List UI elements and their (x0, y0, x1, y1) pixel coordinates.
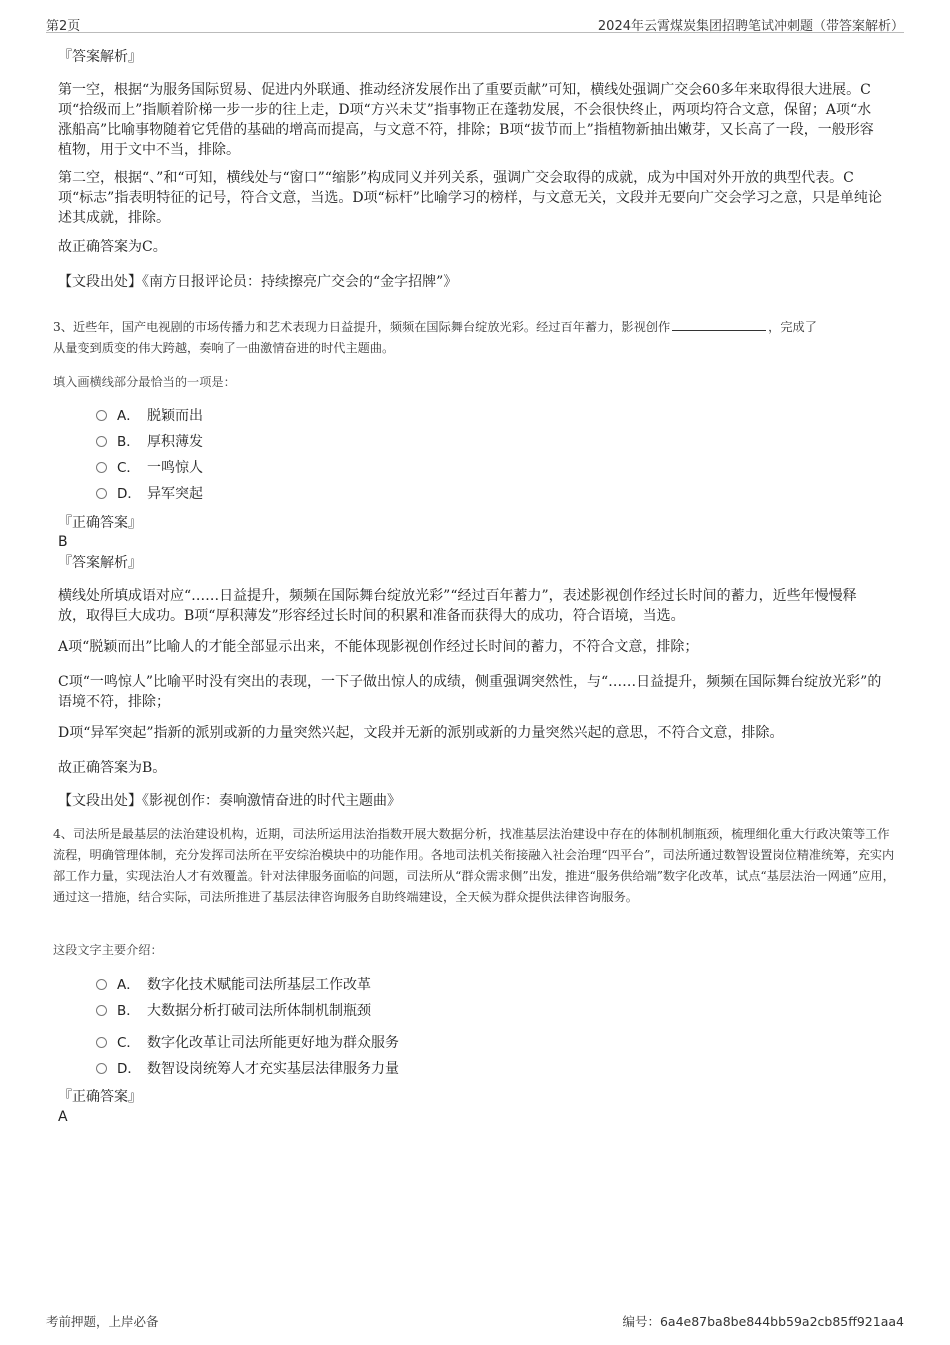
radio-icon[interactable] (96, 462, 107, 473)
radio-icon[interactable] (96, 1037, 107, 1048)
q4-option-c[interactable]: C． 数字化改革让司法所能更好地为群众服务 (96, 1032, 399, 1054)
radio-icon[interactable] (96, 410, 107, 421)
q4-correct-label: 『正确答案』 (58, 1089, 142, 1105)
q4-option-d[interactable]: D． 数智设岗统筹人才充实基层法律服务力量 (96, 1058, 399, 1080)
footer-motto: 考前押题，上岸必备 (46, 1314, 159, 1329)
q4-option-a[interactable]: A． 数字化技术赋能司法所基层工作改革 (96, 974, 371, 996)
q3-analysis-paragraph-1: 横线处所填成语对应“……日益提升，频频在国际舞台绽放光彩”“经过百年蓄力”，表述影视创作经过长时间的蓄力，近些年慢慢释放，取得巨大成功。B项“厚积薄发”形容经过长时间的积累和准备而获得大的成功，符合语境，当选。 (58, 588, 857, 624)
q2-source: 【文段出处】《南方日报评论员：持续擦亮广交会的“金字招牌”》 (58, 274, 458, 290)
radio-icon[interactable] (96, 436, 107, 447)
radio-icon[interactable] (96, 979, 107, 990)
footer-code: 编号：6a4e87ba8be844bb59a2cb85ff921aa4 (622, 1314, 904, 1329)
q3-analysis-paragraph-4: D项“异军突起”指新的派别或新的力量突然兴起，文段并无新的派别或新的力量突然兴起的意思，不符合文意，排除。 (58, 725, 784, 741)
q3-correct-answer: B (58, 534, 68, 550)
q3-option-c[interactable]: C． 一鸣惊人 (96, 457, 203, 479)
q4-correct-answer: A (58, 1109, 68, 1125)
q3-option-b[interactable]: B． 厚积薄发 (96, 431, 203, 453)
q4-option-b[interactable]: B． 大数据分析打破司法所体制机制瓶颈 (96, 1000, 371, 1022)
fill-blank (672, 318, 766, 331)
q2-analysis-paragraph-2: 第二空，根据“、”和“可知，横线处与“窗口”“缩影”构成同义并列关系，强调广交会取得的成就，成为中国对外开放的典型代表。C项“标志”指表明特征的记号，符合文意，当选。D项“标杆”比喻学习的榜样，与文意无关，文段并无要向广交会学习之意，只是单纯论述其成就，排除。 (58, 170, 882, 226)
q3-analysis-label: 『答案解析』 (58, 555, 142, 571)
radio-icon[interactable] (96, 1005, 107, 1016)
q3-analysis-paragraph-3: C项“一鸣惊人”比喻平时没有突出的表现，一下子做出惊人的成绩，侧重强调突然性，与“……日益提升，频频在国际舞台绽放光彩”的语境不符，排除； (58, 674, 882, 710)
q3-prompt: 填入画横线部分最恰当的一项是： (53, 375, 236, 389)
q4-stem: 4、司法所是最基层的法治建设机构，近期，司法所运用法治指数开展大数据分析，找准基层法治建设中存在的体制机制瓶颈，梳理细化重大行政决策等工作流程，明确管理体制，充分发挥司法所在平安综治模块中的功能作用。各地司法机关衔接融入社会治理“四平台”，司法所通过数智设置岗位精准统筹，充实内部工作力量，实现法治人才有效覆盖。针对法律服务面临的问题，司法所从“群众需求侧”出发，推进“服务供给端”数字化改革，试点“基层法治一网通”应用，通过这一措施，结合实际，司法所推进了基层法律咨询服务自助终端建设，全天候为群众提供法律咨询服务。 (53, 827, 895, 904)
q4-prompt: 这段文字主要介绍： (53, 943, 163, 957)
radio-icon[interactable] (96, 488, 107, 499)
q3-option-a[interactable]: A． 脱颖而出 (96, 405, 203, 427)
q2-conclusion: 故正确答案为C。 (58, 239, 167, 255)
page-header (46, 12, 904, 33)
q3-stem: 3、近些年，国产电视剧的市场传播力和艺术表现力日益提升，频频在国际舞台绽放光彩。经过百年蓄力，影视创作 ，完成了 从量变到质变的伟大跨越，奏响了一曲激情奋进的时代主题曲。 (53, 320, 817, 355)
q3-correct-label: 『正确答案』 (58, 515, 142, 531)
page-number: 第2页 (46, 19, 81, 34)
document-title: 2024年云霄煤炭集团招聘笔试冲刺题（带答案解析） (597, 19, 904, 34)
q3-conclusion: 故正确答案为B。 (58, 760, 167, 776)
q3-analysis-paragraph-2: A项“脱颖而出”比喻人的才能全部显示出来，不能体现影视创作经过长时间的蓄力，不符合文意，排除； (58, 639, 699, 655)
page-footer (46, 1312, 904, 1332)
q2-analysis-label: 『答案解析』 (58, 49, 142, 65)
radio-icon[interactable] (96, 1063, 107, 1074)
q2-analysis-paragraph-1: 第一空，根据“为服务国际贸易、促进内外联通、推动经济发展作出了重要贡献”可知，横线处强调广交会60多年来取得很大进展。C项“拾级而上”指顺着阶梯一步一步的往上走，D项“方兴未艾”指事物正在蓬勃发展，不会很快终止，两项均符合文意，保留；A项“水涨船高”比喻事物随着它凭借的基础的增高而提高，与文意不符，排除；B项“拔节而上”指植物新抽出嫩芽，又长高了一段，一般形容植物，用于文中不当，排除。 (58, 82, 874, 158)
q3-source: 【文段出处】《影视创作：奏响激情奋进的时代主题曲》 (58, 793, 401, 809)
q3-option-d[interactable]: D． 异军突起 (96, 483, 203, 505)
